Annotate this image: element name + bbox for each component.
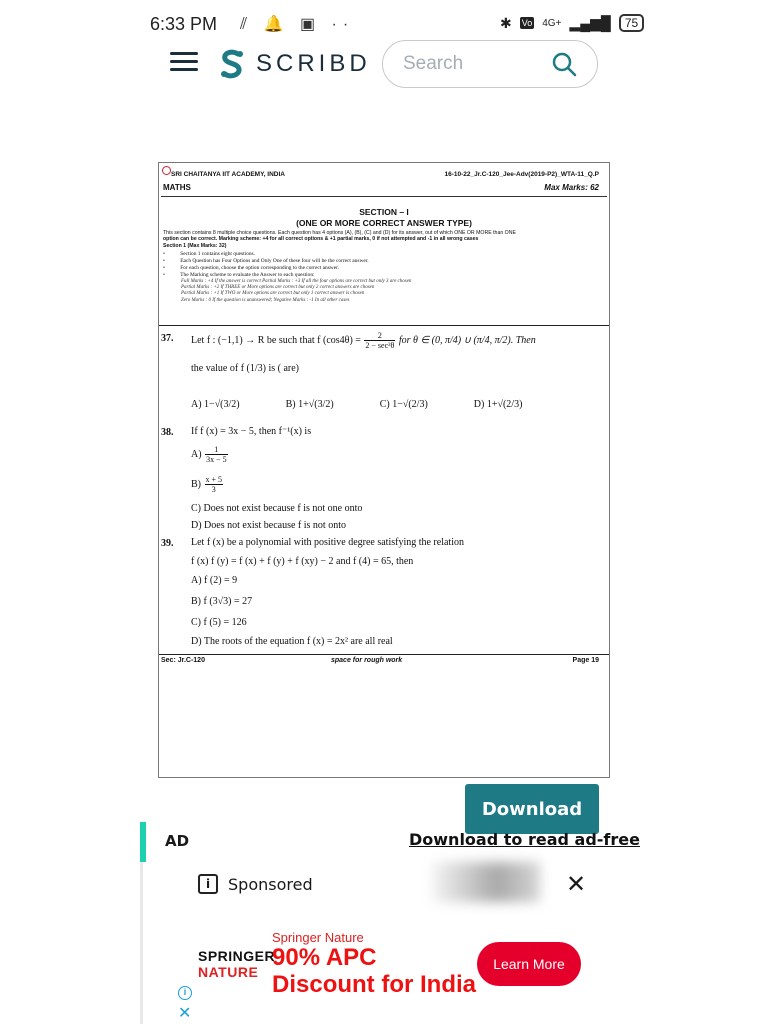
question-37-line2: the value of f (1/3) is ( are) [191,363,300,374]
option: D) 1+√(2/3) [473,399,523,410]
question-number: 38. [161,427,174,438]
signal-icon: ▂▄▆█ [569,14,611,31]
springer-nature-logo[interactable] [198,948,275,980]
notification-icons: ⫽ 🔔 ▣ ·· [240,16,355,33]
scribd-logo[interactable] [218,48,371,80]
divider [159,654,609,655]
question-number: 39. [161,538,174,549]
intro-line: option can be correct. Marking scheme: +4 for all correct options & +1 partial marks, 0 if not attempted and -1 in all wrong cases [163,236,479,243]
question-37-options [191,399,591,411]
bullet-item: • Section 1 contains eight questions. [163,251,255,257]
hamburger-menu-icon[interactable] [170,52,198,74]
intro-line: This section contains 8 multiple choice questions. Each question has 4 options (A), (B), (C) and (D) for its answer, out of which ONE OR MORE than ONE [163,230,516,236]
marking-line: Zero Marks : 0 If the question is unanswered; Negative Marks : -1 In all other cases [181,297,350,303]
sponsored-text: Sponsored [228,874,313,894]
option: D) Does not exist because f is not onto [191,520,346,531]
option: A) f (2) = 9 [191,575,238,586]
option: A) $\frac{1}{3x - 5}$ [191,445,227,464]
logo-text: SCRIBD [256,50,371,77]
network-type: 4G+ [542,17,562,29]
question-number: 37. [161,333,174,344]
marking-line: Partial Marks : +1 If TWO or More options are correct but only 1 correct answer is chosen [181,291,365,297]
download-button[interactable]: Download [465,784,599,834]
marking-line: Full Marks : +4 If the answer is correct Partial Marks : +3 If all the four options are correct but only 3 are chosen [181,279,412,284]
document-page [158,162,610,778]
ad-banner [140,862,608,1024]
footer-page-number: Page 19 [572,657,599,664]
brand-line: SPRINGER [198,948,276,964]
option: B) f (3√3) = 27 [191,596,253,607]
document-header [161,165,607,197]
section-subtitle: (ONE OR MORE CORRECT ANSWER TYPE) [296,218,472,228]
bullet-item: • The Marking scheme to evaluate the Answer to each question: [163,272,315,278]
option: C) 1−√(2/3) [379,399,428,410]
intro-line: Section 1 (Max Marks: 32) [163,242,227,249]
bluetooth-icon: ✱ [500,14,512,31]
question-39-relation: f (x) f (y) = f (x) + f (y) + f (xy) − 2 and f (4) = 65, then [191,556,414,567]
download-ad-free-link[interactable]: Download to read ad-free [409,830,640,849]
option: D) The roots of the equation f (x) = 2x² are all real [191,636,393,647]
blurred-ad-image [432,862,540,902]
volte-icon: Vo [521,18,533,28]
footer-rough-work: space for rough work [331,657,403,664]
status-right-icons [500,14,644,32]
option: C) f (5) = 126 [191,617,247,628]
ad-advertiser[interactable]: Springer Nature [272,930,364,945]
ad-border [140,862,143,1024]
close-ad-icon[interactable]: ✕ [566,870,587,898]
option: A) 1−√(3/2) [191,399,240,410]
learn-more-button[interactable]: Learn More [477,942,581,986]
scribd-logo-icon [218,48,246,80]
fraction: $\frac{2}{\text{2 − sec²θ}}$ [365,331,395,350]
app-header [0,40,768,90]
instruction-list [163,251,605,304]
fraction: $\frac{1}{3x - 5}$ [206,445,227,464]
ad-headline[interactable]: 90% APC Discount for India [272,944,476,998]
brand-line: NATURE [198,964,259,980]
institute-name: SRI CHAITANYA IIT ACADEMY, INDIA [171,171,285,178]
subject: MATHS [163,183,191,192]
question-37 [191,331,606,350]
battery-icon: 75 [619,14,644,32]
question-text: Let f : (−1,1) → R be such that f (cos4θ) = [191,334,364,346]
ad-label: AD [165,832,190,850]
option: B) 1+√(3/2) [285,399,334,410]
section-title: SECTION – I [359,207,409,217]
marking-line: Partial Marks : +2 If THREE or More options are correct but only 2 correct answers are chosen [181,285,375,291]
fraction: $\frac{x + 5}{3}$ [205,475,223,494]
question-text: for θ ∈ (0, π/4) ∪ (π/4, π/2). Then [396,334,536,346]
ad-accent-bar [140,822,146,862]
section-intro [163,230,605,249]
bullet-item: • Each Question has Four Options and Only One of these four will be the correct answer. [163,258,369,264]
option: C) Does not exist because f is not one onto [191,503,363,514]
paper-code: 16-10-22_Jr.C-120_Jee-Adv(2019-P2)_WTA-11_Q.P [444,171,599,178]
divider [159,325,609,326]
sponsored-label [198,874,313,894]
bullet-item: • For each question, choose the option corresponding to the correct answer. [163,265,339,271]
adchoices-icon[interactable]: i [178,986,192,1000]
option: B) $\frac{x + 5}{3}$ [191,475,223,494]
status-time: 6:33 PM [150,14,218,34]
footer-section: Sec: Jr.C-120 [161,657,205,664]
question-38: If f (x) = 3x − 5, then f⁻¹(x) is [191,426,312,437]
ad-close-icon[interactable]: ✕ [178,1003,192,1022]
max-marks: Max Marks: 62 [544,183,599,192]
search-box[interactable] [382,40,598,88]
search-icon[interactable] [551,51,577,77]
info-icon[interactable]: i [198,874,218,894]
question-39: Let f (x) be a polynomial with positive degree satisfying the relation [191,537,464,548]
search-input[interactable] [403,51,543,77]
institute-logo-icon [162,166,171,175]
